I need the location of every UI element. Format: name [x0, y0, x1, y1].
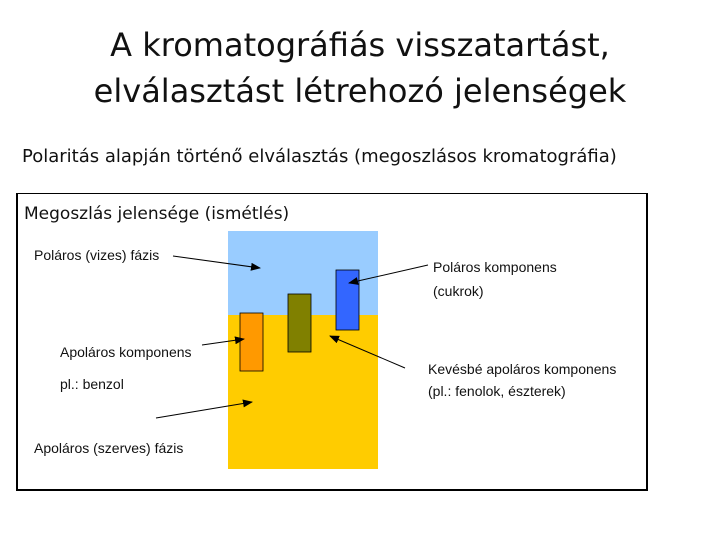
label-polar-phase: Poláros (vizes) fázis	[34, 247, 160, 263]
label-polar-component-example: (cukrok)	[433, 283, 484, 299]
label-apolar-component: Apoláros komponens	[60, 344, 192, 360]
apolar-component-bar	[240, 313, 263, 371]
less-apolar-component-bar	[288, 294, 311, 352]
polar-component-bar	[336, 270, 359, 330]
slide-title-line-1: A kromatográfiás visszatartást,	[110, 26, 610, 64]
label-less-apolar-example: (pl.: fenolok, észterek)	[428, 383, 566, 399]
slide-subtitle: Polaritás alapján történő elválasztás (megoszlásos kromatográfia)	[22, 146, 617, 167]
label-less-apolar-component: Kevésbé apoláros komponens	[428, 361, 617, 377]
panel-title: Megoszlás jelensége (ismétlés)	[24, 204, 290, 224]
label-polar-component: Poláros komponens	[433, 259, 557, 275]
slide-title-line-2: elválasztást létrehozó jelenségek	[93, 72, 627, 110]
label-apolar-example: pl.: benzol	[60, 376, 124, 392]
label-apolar-phase: Apoláros (szerves) fázis	[34, 440, 184, 456]
